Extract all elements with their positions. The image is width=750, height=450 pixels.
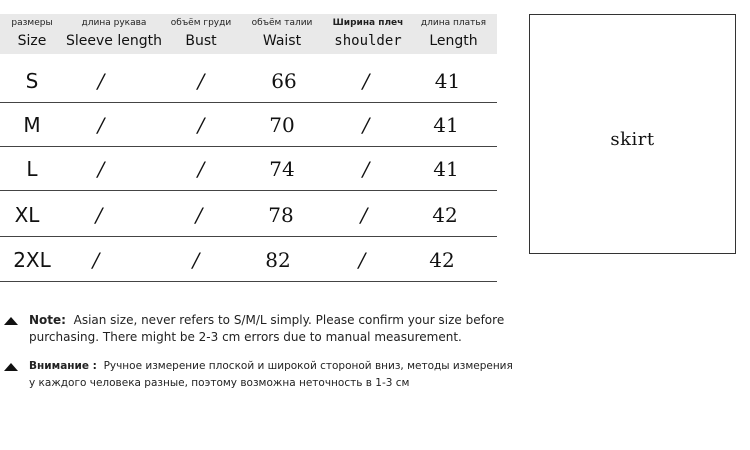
table-row — [0, 103, 497, 147]
cell-bust: / — [195, 203, 203, 227]
header-bust-ru: объём груди — [170, 18, 232, 28]
size-chart-header — [0, 14, 497, 54]
note-russian-line2: у каждого человека разные, поэтому возможна неточность в 1-3 см — [29, 377, 410, 389]
note-english-line2: purchasing. There might be 2-3 cm errors due to manual measurement. — [29, 330, 462, 344]
cell-size: 2XL — [13, 248, 51, 272]
table-row — [0, 59, 497, 103]
header-bust-en: Bust — [185, 33, 217, 49]
header-size-en: Size — [17, 33, 47, 49]
cell-size: S — [25, 69, 39, 93]
note-russian-line1: Ручное измерение плоской и широкой стороной вниз, методы измерения — [103, 360, 513, 372]
cell-shoulder: / — [362, 157, 370, 181]
cell-sleeve: / — [97, 113, 105, 137]
header-waist-en: Waist — [262, 33, 302, 49]
cell-sleeve: / — [97, 157, 105, 181]
cell-bust: / — [192, 248, 200, 272]
header-length — [410, 14, 497, 54]
cell-length: 42 — [429, 248, 455, 272]
cell-waist: 78 — [268, 203, 294, 227]
triangle-up-icon — [4, 317, 18, 325]
note-english — [4, 312, 514, 348]
garment-image-placeholder — [529, 14, 736, 254]
header-sleeve — [64, 14, 164, 54]
cell-length: 41 — [433, 113, 459, 137]
cell-sleeve: / — [95, 203, 103, 227]
cell-size: XL — [14, 203, 40, 227]
note-english-text — [29, 312, 504, 346]
cell-waist: 82 — [265, 248, 291, 272]
cell-shoulder: / — [362, 69, 370, 93]
cell-shoulder: / — [360, 203, 368, 227]
note-russian-label: Внимание : — [29, 360, 97, 372]
cell-shoulder: / — [362, 113, 370, 137]
cell-bust: / — [197, 113, 205, 137]
header-shoulder-ru: Ширина плеч — [332, 18, 404, 28]
header-shoulder-en: shoulder — [334, 33, 402, 49]
cell-size: L — [26, 157, 38, 181]
note-english-label: Note: — [29, 313, 66, 327]
header-length-ru: длина платья — [420, 18, 487, 28]
cell-waist: 70 — [269, 113, 295, 137]
note-english-line1: Asian size, never refers to S/M/L simply. Please confirm your size before — [73, 313, 505, 327]
cell-sleeve: / — [97, 69, 105, 93]
cell-sleeve: / — [92, 248, 100, 272]
header-bust — [164, 14, 238, 54]
header-size — [0, 14, 64, 54]
cell-shoulder: / — [358, 248, 366, 272]
cell-length: 41 — [433, 157, 459, 181]
cell-length: 42 — [432, 203, 458, 227]
row-divider — [0, 281, 497, 282]
cell-bust: / — [197, 157, 205, 181]
cell-length: 41 — [434, 69, 461, 93]
row-divider — [0, 190, 497, 191]
row-divider — [0, 236, 497, 237]
table-row — [0, 238, 497, 282]
header-waist — [238, 14, 326, 54]
header-sleeve-ru: длина рукава — [81, 18, 147, 28]
cell-waist: 66 — [271, 69, 297, 93]
cell-waist: 74 — [269, 157, 295, 181]
header-shoulder — [326, 14, 410, 54]
table-row — [0, 147, 497, 191]
header-length-en: Length — [429, 33, 478, 49]
triangle-up-icon — [4, 363, 18, 371]
table-row — [0, 193, 497, 237]
cell-size: M — [23, 113, 41, 137]
header-sleeve-en: Sleeve length — [66, 33, 162, 49]
note-russian-text — [29, 358, 513, 392]
header-size-ru: размеры — [11, 18, 53, 28]
cell-bust: / — [197, 69, 205, 93]
garment-label: skirt — [610, 129, 655, 150]
header-waist-ru: объём талии — [251, 18, 313, 28]
note-russian — [4, 358, 514, 394]
